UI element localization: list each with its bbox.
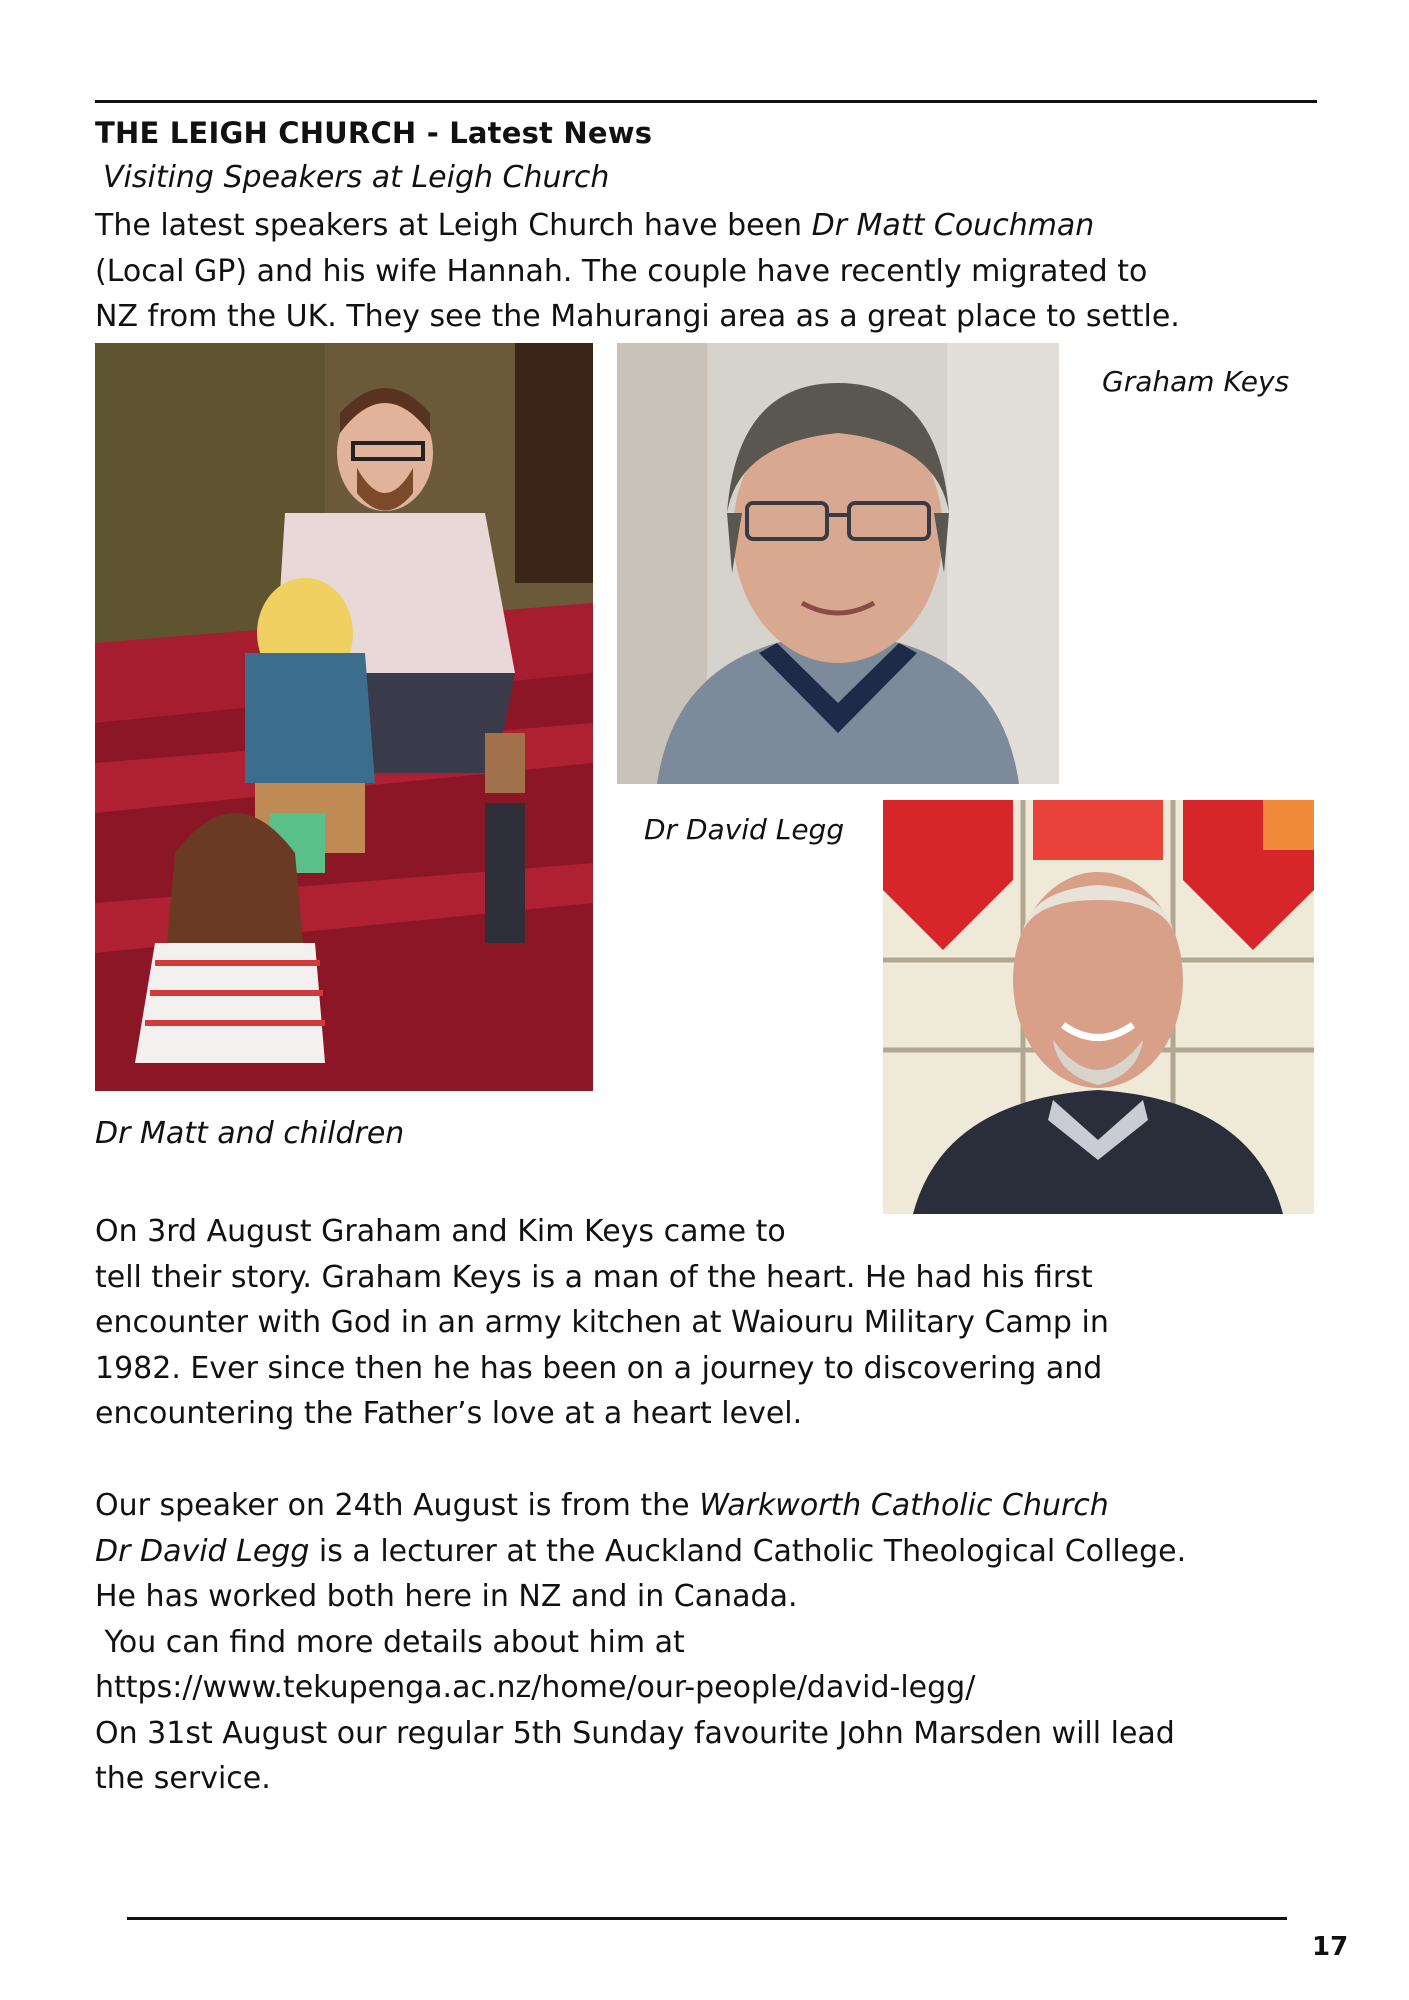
church-name: Warkworth Catholic Church <box>699 1488 1109 1523</box>
speaker-name: Dr Matt Couchman <box>811 208 1095 243</box>
intro-line-1 <box>95 203 1180 249</box>
intro-text: The latest speakers at Leigh Church have been <box>95 208 812 243</box>
graham-story-paragraph <box>95 1209 1109 1437</box>
marsden-line: On 31st August our regular 5th Sunday favourite John Marsden will lead <box>95 1715 1175 1751</box>
david-line-2-text: is a lecturer at the Auckland Catholic Theological College. <box>309 1533 1187 1569</box>
david-story-paragraph <box>95 1483 1186 1802</box>
david-line-3: He has worked both here in NZ and in Canada. <box>95 1579 798 1614</box>
david-line-1 <box>95 1483 1186 1529</box>
graham-keys-photo <box>617 343 1059 784</box>
top-divider <box>95 100 1317 103</box>
intro-paragraph <box>95 203 1180 340</box>
marsden-line-2: the service. <box>95 1761 271 1796</box>
david-profile-link[interactable]: https://www.tekupenga.ac.nz/home/our-people/david-legg/ <box>95 1670 976 1705</box>
matt-and-children-photo <box>95 343 593 1091</box>
page-number: 17 <box>1312 1932 1349 1962</box>
graham-line-5: encountering the Father’s love at a heart level. <box>95 1396 803 1431</box>
david-line-1-text: Our speaker on 24th August is from the <box>95 1488 700 1523</box>
graham-line-3: encounter with God in an army kitchen at Waiouru Military Camp in <box>95 1305 1109 1340</box>
article-title: THE LEIGH CHURCH - Latest News <box>95 116 653 150</box>
section-subtitle: Visiting Speakers at Leigh Church <box>103 160 610 195</box>
david-legg-caption: Dr David Legg <box>644 813 845 846</box>
graham-line-2: tell their story. Graham Keys is a man of the heart. He had his first <box>95 1259 1093 1295</box>
matt-caption: Dr Matt and children <box>95 1116 405 1151</box>
david-line-2 <box>95 1529 1186 1575</box>
speaker-name-david: Dr David Legg <box>95 1533 310 1569</box>
intro-line-2: (Local GP) and his wife Hannah. The couple have recently migrated to <box>95 253 1148 289</box>
graham-line-1: On 3rd August Graham and Kim Keys came to <box>95 1214 786 1249</box>
david-line-4: You can find more details about him at <box>95 1624 685 1660</box>
bottom-divider <box>127 1917 1287 1920</box>
david-legg-photo <box>883 800 1314 1214</box>
graham-keys-caption: Graham Keys <box>1102 365 1290 398</box>
graham-line-4: 1982. Ever since then he has been on a journey to discovering and <box>95 1350 1103 1386</box>
intro-line-3: NZ from the UK. They see the Mahurangi area as a great place to settle. <box>95 299 1180 334</box>
